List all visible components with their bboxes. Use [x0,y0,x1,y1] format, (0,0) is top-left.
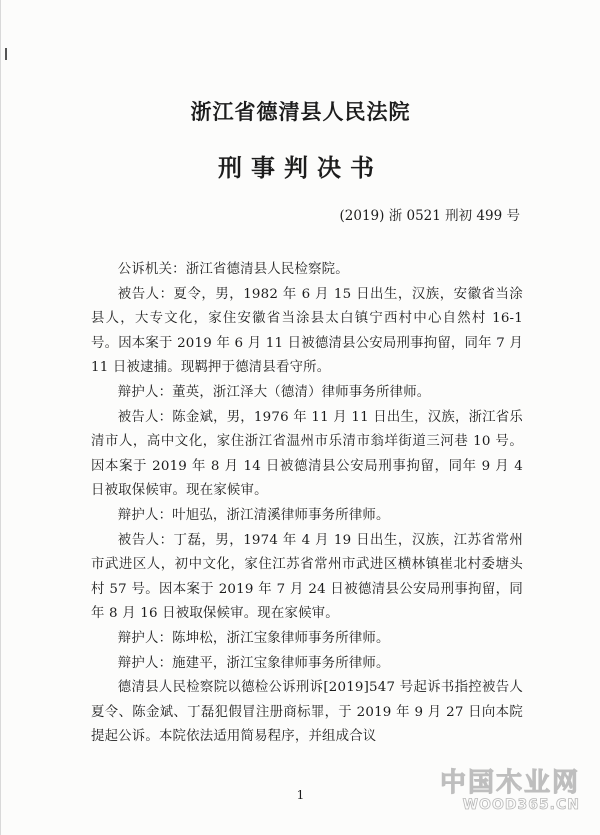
paragraph-defendant-1: 被告人：夏令，男，1982 年 6 月 15 日出生，汉族，安徽省当涂县人，大专文化，家住安徽省当涂县太白镇宁西村中心自然村 16-1 号。因本案于 2019 年 6 月 11 日被德清县公安局刑事拘留，同年 7 月 11 日被逮捕。现羁押于德清县看守所。 [91,286,523,376]
document-body [91,258,523,750]
paragraph-defendant-2: 被告人：陈金斌，男，1976 年 11 月 11 日出生，汉族，浙江省乐清市人，高中文化，家住浙江省温州市乐清市翁垟街道三河巷 10 号。因本案于 2019 年 8 月 14 日被德清县公安局刑事拘留，同年 9 月 4 日被取保候审。现在家候审。 [91,409,523,499]
watermark-en: WOOD365.CN [462,797,580,813]
paragraph-indictment: 德清县人民检察院以德检公诉刑诉[2019]547 号起诉书指控被告人夏令、陈金斌、丁磊犯假冒注册商标罪，于 2019 年 9 月 27 日向本院提起公诉。本院依法适用简易程序，并组成合议 [91,680,523,745]
watermark-cn: 中国木业网 [439,768,580,798]
paragraph-defender-3: 辩护人：陈坤松，浙江宝象律师事务所律师。 [117,630,390,646]
page-number: 1 [296,788,305,802]
paragraph-defendant-3: 被告人：丁磊，男，1974 年 4 月 19 日出生，汉族，江苏省常州市武进区人，初中文化，家住江苏省常州市武进区横林镇崔北村委塘头村 57 号。因本案于 2019 年 7 月 24 日被德清县公安局刑事拘留，同年 8 月 16 日被取保候审。现在家候审。 [91,532,523,622]
paragraph-defender-4: 辩护人：施建平，浙江宝象律师事务所律师。 [117,655,390,671]
paragraph-prosecutor: 公诉机关：浙江省德清县人民检察院。 [117,262,349,277]
scan-mark [5,48,7,60]
document-title: 刑事判决书 [218,153,383,182]
case-number: (2019) 浙 0521 刑初 499 号 [339,208,520,224]
paragraph-defender-1: 辩护人：董英，浙江泽大（德清）律师事务所律师。 [117,384,431,400]
paragraph-defender-2: 辩护人：叶旭弘，浙江清溪律师事务所律师。 [117,507,390,523]
court-name: 浙江省德清县人民法院 [190,99,411,124]
